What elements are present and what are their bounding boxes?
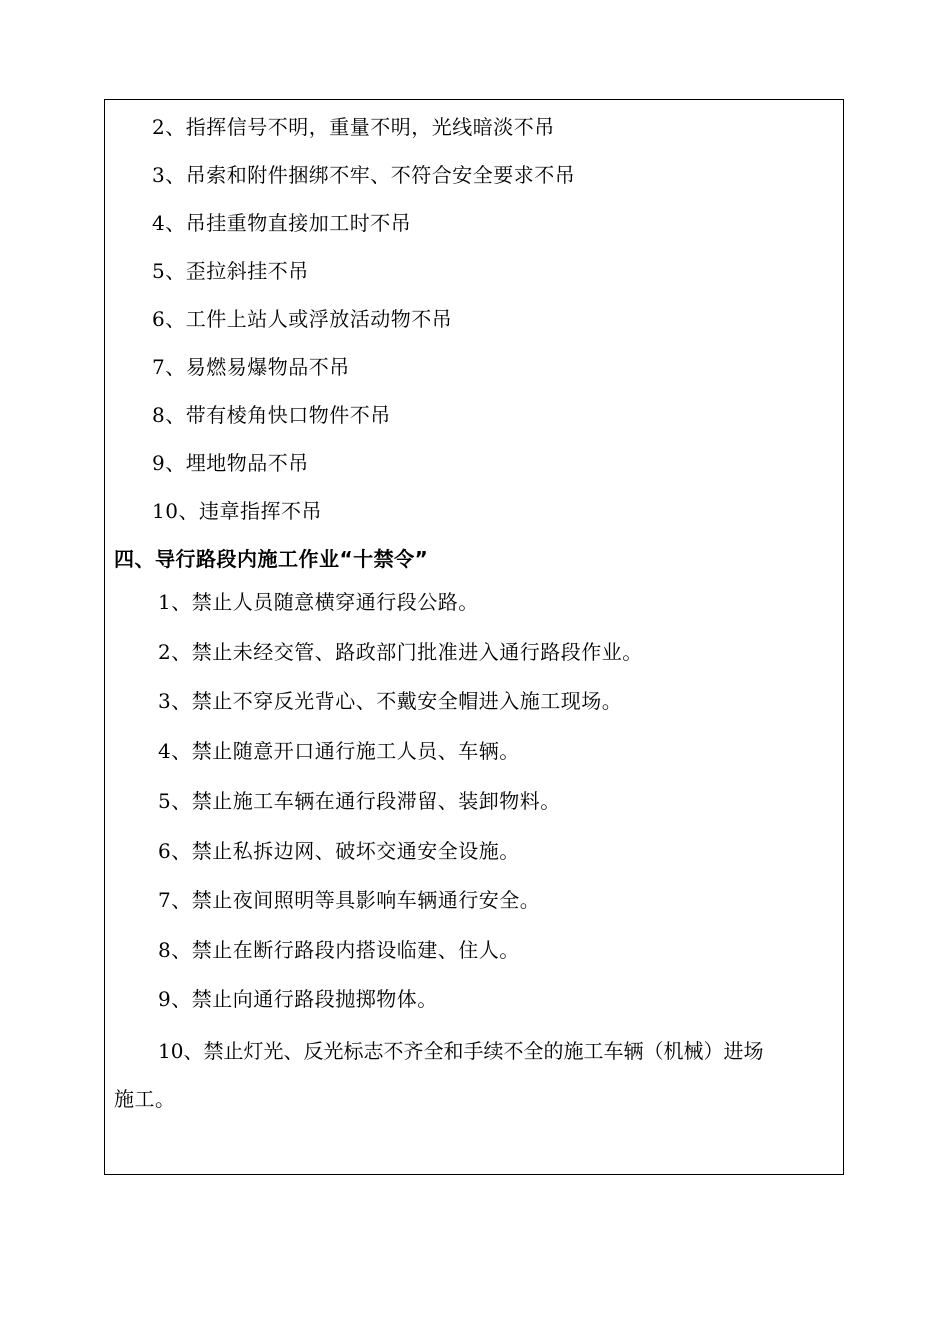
list-item: 5、歪拉斜挂不吊	[152, 259, 309, 283]
list-item: 8、带有棱角快口物件不吊	[152, 403, 391, 427]
list-item: 4、吊挂重物直接加工时不吊	[152, 211, 412, 235]
section-heading: 四、导行路段内施工作业“十禁令”	[114, 547, 429, 571]
list-item: 10、违章指挥不吊	[152, 499, 322, 523]
list-item: 7、易燃易爆物品不吊	[152, 355, 350, 379]
list-item: 3、禁止不穿反光背心、不戴安全帽进入施工现场。	[158, 689, 623, 713]
list-item: 9、禁止向通行路段抛掷物体。	[158, 987, 438, 1011]
list-item: 6、工件上站人或浮放活动物不吊	[152, 307, 453, 331]
list-item: 8、禁止在断行路段内搭设临建、住人。	[158, 938, 520, 962]
list-item: 1、禁止人员随意横穿通行段公路。	[158, 590, 479, 614]
list-item: 7、禁止夜间照明等具影响车辆通行安全。	[158, 888, 541, 912]
list-item: 9、埋地物品不吊	[152, 451, 309, 475]
list-item: 3、吊索和附件捆绑不牢、不符合安全要求不吊	[152, 163, 576, 187]
list-item: 6、禁止私拆边网、破坏交通安全设施。	[158, 839, 520, 863]
list-item: 2、指挥信号不明，重量不明，光线暗淡不吊	[152, 115, 555, 139]
list-item-continuation: 施工。	[114, 1087, 176, 1111]
list-item: 4、禁止随意开口通行施工人员、车辆。	[158, 739, 520, 763]
list-item: 2、禁止未经交管、路政部门批准进入通行路段作业。	[158, 640, 643, 664]
list-item: 10、禁止灯光、反光标志不齐全和手续不全的施工车辆（机械）进场	[158, 1039, 764, 1063]
list-item: 5、禁止施工车辆在通行段滞留、装卸物料。	[158, 789, 561, 813]
